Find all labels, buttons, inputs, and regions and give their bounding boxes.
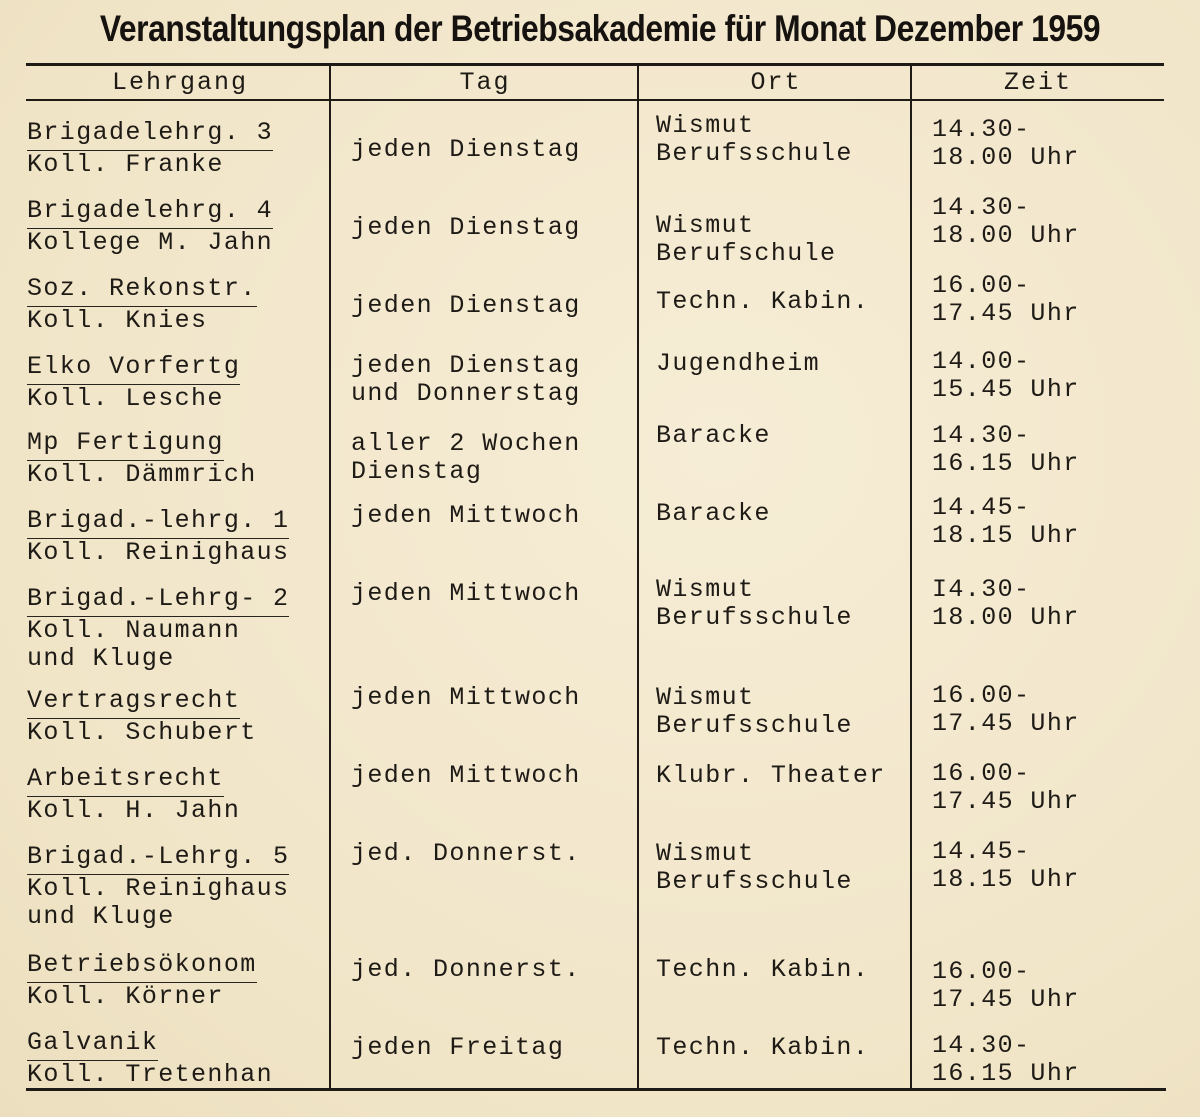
teacher-name: Kollege M. Jahn — [27, 228, 274, 257]
place-cell — [656, 762, 886, 790]
course-name: Arbeitsrecht — [27, 764, 224, 797]
course-cell — [27, 118, 273, 179]
course-name: Galvanik — [27, 1028, 158, 1061]
time-cell-line: 16.00- — [932, 957, 1031, 986]
time-cell-line: I4.30- — [932, 575, 1031, 604]
course-cell — [27, 196, 273, 257]
course-name: Brigad.-Lehrg. 5 — [27, 842, 289, 875]
course-name: Elko Vorfertg — [27, 352, 240, 385]
place-cell — [656, 288, 869, 316]
place-cell-line: Baracke — [656, 499, 771, 528]
day-cell — [351, 1034, 564, 1062]
teacher-name: Koll. Tretenhan — [27, 1060, 274, 1089]
teacher-name: Koll. Körner — [27, 982, 224, 1011]
time-cell — [932, 116, 1080, 172]
time-cell-line: 14.30- — [932, 193, 1031, 222]
course-cell — [27, 842, 289, 931]
day-cell-line: und Donnerstag — [351, 379, 581, 408]
time-cell — [932, 422, 1080, 478]
time-cell-line: 14.45- — [932, 493, 1031, 522]
day-cell-line: jeden Dienstag — [351, 213, 581, 242]
place-cell-line: Berufsschule — [656, 603, 853, 632]
day-cell — [351, 292, 581, 320]
place-cell — [656, 576, 853, 632]
day-cell — [351, 956, 581, 984]
place-cell — [656, 840, 853, 896]
page-title: Veranstaltungsplan der Betriebsakademie für Monat Dezember 1959 — [99, 8, 1101, 49]
course-name: Betriebsökonom — [27, 950, 257, 983]
teacher-name: Koll. H. Jahn — [27, 796, 241, 825]
day-cell — [351, 762, 581, 790]
day-cell-line: jeden Freitag — [351, 1033, 565, 1062]
time-cell-line: 17.45 Uhr — [932, 299, 1080, 328]
teacher-name: und Kluge — [27, 902, 175, 931]
place-cell — [656, 112, 853, 168]
teacher-name: Koll. Lesche — [27, 384, 224, 413]
place-cell-line: Techn. Kabin. — [656, 1033, 870, 1062]
time-cell-line: 16.00- — [932, 271, 1031, 300]
day-cell-line: jeden Mittwoch — [351, 501, 581, 530]
time-cell — [932, 494, 1080, 550]
teacher-name: Koll. Reinighaus — [27, 538, 290, 567]
course-cell — [27, 686, 257, 747]
time-cell-line: 16.00- — [932, 759, 1031, 788]
place-cell — [656, 684, 853, 740]
day-cell — [351, 684, 581, 712]
course-name: Brigad.-Lehrg- 2 — [27, 584, 289, 617]
day-cell — [351, 840, 581, 868]
column-divider-3 — [910, 64, 912, 1089]
header-ort: Ort — [750, 68, 802, 97]
teacher-name: Koll. Dämmrich — [27, 460, 257, 489]
course-name: Brigad.-lehrg. 1 — [27, 506, 289, 539]
place-cell — [656, 212, 836, 268]
place-cell-line: Techn. Kabin. — [656, 287, 870, 316]
time-cell-line: 14.00- — [932, 347, 1031, 376]
time-cell-line: 18.15 Uhr — [932, 521, 1080, 550]
day-cell — [351, 214, 581, 242]
header-lehrgang: Lehrgang — [111, 68, 249, 97]
place-cell-line: Wismut — [656, 111, 755, 140]
teacher-name: Koll. Knies — [27, 306, 208, 335]
column-divider-2 — [637, 64, 639, 1089]
day-cell-line: jeden Dienstag — [351, 135, 581, 164]
place-cell — [656, 500, 771, 528]
course-cell — [27, 950, 257, 1011]
time-cell-line: 15.45 Uhr — [932, 375, 1080, 404]
time-cell — [932, 194, 1080, 250]
course-cell — [27, 352, 240, 413]
day-cell — [351, 352, 581, 408]
course-name: Mp Fertigung — [27, 428, 224, 461]
column-divider-1 — [329, 64, 331, 1089]
teacher-name: Koll. Reinighaus — [27, 874, 290, 903]
place-cell-line: Berufschule — [656, 239, 837, 268]
day-cell — [351, 580, 581, 608]
course-name: Soz. Rekonstr. — [27, 274, 257, 307]
time-cell — [932, 1032, 1080, 1088]
day-cell-line: jeden Mittwoch — [351, 579, 581, 608]
day-cell-line: jeden Dienstag — [351, 351, 581, 380]
course-name: Brigadelehrg. 3 — [27, 118, 273, 151]
time-cell-line: 18.15 Uhr — [932, 865, 1080, 894]
course-cell — [27, 274, 257, 335]
course-cell — [27, 428, 257, 489]
place-cell-line: Berufsschule — [656, 711, 853, 740]
table-top-rule — [26, 63, 1164, 66]
time-cell — [932, 576, 1080, 632]
place-cell-line: Baracke — [656, 421, 771, 450]
time-cell-line: 16.15 Uhr — [932, 449, 1080, 478]
teacher-name: Koll. Naumann — [27, 616, 241, 645]
place-cell — [656, 1034, 869, 1062]
time-cell — [932, 760, 1080, 816]
time-cell-line: 14.30- — [932, 115, 1031, 144]
day-cell-line: jed. Donnerst. — [351, 955, 581, 984]
day-cell-line: jed. Donnerst. — [351, 839, 581, 868]
place-cell-line: Wismut — [656, 211, 755, 240]
time-cell-line: 17.45 Uhr — [932, 709, 1080, 738]
time-cell-line: 16.00- — [932, 681, 1031, 710]
course-cell — [27, 506, 289, 567]
header-bottom-rule — [26, 99, 1164, 101]
time-cell-line: 14.30- — [932, 1031, 1031, 1060]
time-cell-line: 16.15 Uhr — [932, 1059, 1080, 1088]
place-cell-line: Jugendheim — [656, 349, 821, 378]
day-cell-line: jeden Mittwoch — [351, 761, 581, 790]
course-name: Vertragsrecht — [27, 686, 240, 719]
place-cell-line: Berufsschule — [656, 139, 853, 168]
time-cell — [932, 272, 1080, 328]
day-cell — [351, 136, 581, 164]
day-cell — [351, 502, 581, 530]
place-cell-line: Techn. Kabin. — [656, 955, 870, 984]
place-cell — [656, 956, 869, 984]
place-cell-line: Wismut — [656, 575, 755, 604]
place-cell — [656, 350, 820, 378]
header-zeit: Zeit — [1003, 68, 1072, 97]
time-cell-line: 18.00 Uhr — [932, 221, 1080, 250]
time-cell — [932, 682, 1080, 738]
place-cell-line: Wismut — [656, 683, 755, 712]
header-tag: Tag — [459, 68, 511, 97]
time-cell-line: 18.00 Uhr — [932, 603, 1080, 632]
course-cell — [27, 1028, 273, 1089]
place-cell-line: Klubr. Theater — [656, 761, 886, 790]
time-cell — [932, 838, 1080, 894]
day-cell-line: aller 2 Wochen — [351, 429, 581, 458]
course-cell — [27, 764, 240, 825]
time-cell — [932, 958, 1080, 1014]
teacher-name: Koll. Franke — [27, 150, 224, 179]
place-cell-line: Berufsschule — [656, 867, 853, 896]
place-cell — [656, 422, 771, 450]
course-name: Brigadelehrg. 4 — [27, 196, 273, 229]
day-cell-line: jeden Dienstag — [351, 291, 581, 320]
teacher-name: und Kluge — [27, 644, 175, 673]
day-cell — [351, 430, 581, 486]
time-cell-line: 14.30- — [932, 421, 1031, 450]
time-cell-line: 17.45 Uhr — [932, 985, 1080, 1014]
course-cell — [27, 584, 289, 673]
day-cell-line: jeden Mittwoch — [351, 683, 581, 712]
time-cell-line: 14.45- — [932, 837, 1031, 866]
place-cell-line: Wismut — [656, 839, 755, 868]
time-cell — [932, 348, 1080, 404]
time-cell-line: 17.45 Uhr — [932, 787, 1080, 816]
teacher-name: Koll. Schubert — [27, 718, 257, 747]
time-cell-line: 18.00 Uhr — [932, 143, 1080, 172]
day-cell-line: Dienstag — [351, 457, 483, 486]
